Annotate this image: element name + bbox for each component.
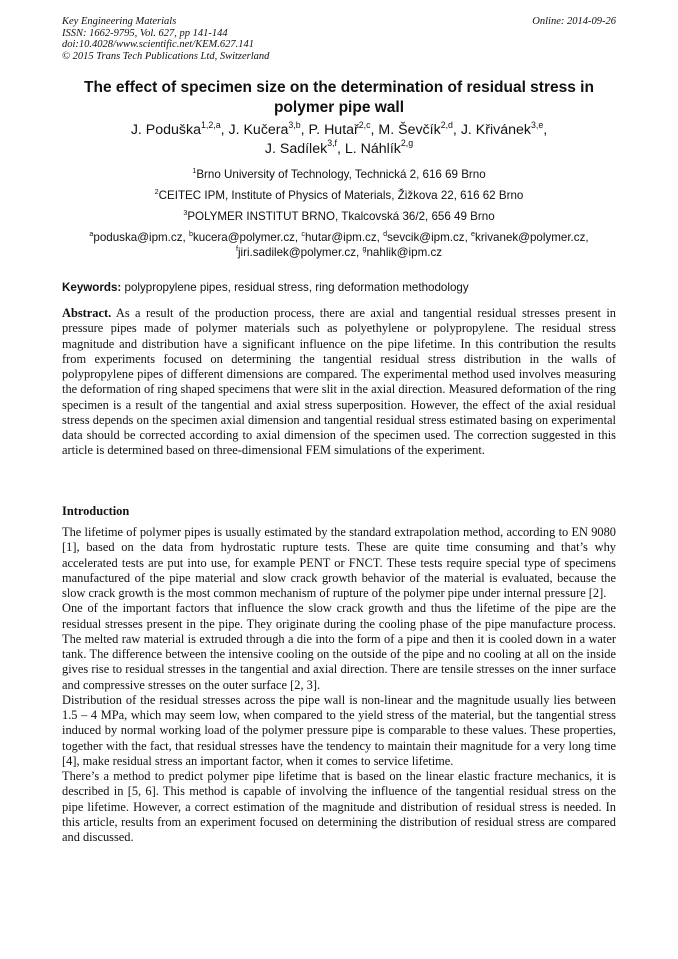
author-affiliation-mark: 3,b [288, 119, 301, 130]
affiliation-mark: 2 [154, 186, 159, 196]
online-date: Online: 2014-09-26 [532, 16, 616, 27]
author-separator: , [370, 122, 379, 138]
journal-copyright: © 2015 Trans Tech Publications Ltd, Switzerland [62, 50, 270, 62]
abstract-text: As a result of the production process, there are axial and tangential residual stresses present in pressure pipes made of polymer materials such as polyethylene or polypropylene. The residual stress magnitude and distribution have a significant influence on the pipe lifetime. In this contribution the results from experiments focused on determining the tangential residual stress distribution in the walls of polypropylene pipes of different dimensions are compared. The experimental method used involves measuring the deformation of ring shaped specimens that were slit in the axial direction. Measured deformation of the ring specimen is a result of the tangential and axial stress superposition. However, the effect of the axial residual stress depends on the specimen axial dimension and tangential residual stress estimated basing on experimental data should be corrected according to axial dimension of the specimen used. The correction suggested in this article is determined based on three-dimensional FEM simulations of the experiment. [62, 306, 616, 458]
paragraph: The lifetime of polymer pipes is usually estimated by the standard extrapolation method, according to EN 9080 [1], based on the data from hydrostatic rupture tests. These are quite time consuming and that’s why accelerated tests are put into use, for example PENT or FNCT. These tests require special type of specimens manufactured of the pipe material and slow crack growth behavior of the material is evaluated, because the slow crack growth is the most common mechanism of rupture of the polymer pipe under internal pressure [2]. [62, 525, 616, 600]
author-affiliation-mark: 1,2,a [201, 119, 221, 130]
paragraph: There’s a method to predict polymer pipe lifetime that is based on the linear elastic fracture mechanics, it is described in [5, 6]. This method is capable of involving the influence of the tangential residual stress on the pipe lifetime. However, a correct estimation of the magnitude and distribution of residual stress is needed. In this article, results from an experiment focused on determining the distribution of residual stress are compared and discussed. [62, 769, 616, 844]
author-affiliation-mark: 3,e [531, 119, 544, 130]
author-separator: , [452, 122, 461, 138]
section-heading-introduction: Introduction [62, 504, 130, 518]
affiliation-mark: 3 [183, 207, 188, 217]
email-list [62, 228, 616, 261]
paragraph: One of the important factors that influence the slow crack growth and thus the lifetime of the pipe are the residual stresses present in the pipe. They originate during the cooling phase of the pipe manufacture process. The melted raw material is extruded through a die into the form of a pipe and then it is cooled down in a water tank. The difference between the intensive cooling on the outside of the pipe and no cooling at all on the inside gives rise to residual stresses in the tangential and axial direction. There are tensile stresses on the inner surface and compressive stresses on the outer surface [2, 3]. [62, 601, 616, 692]
author-affiliation-mark: 2,g [400, 138, 414, 149]
email-address: poduska@ipm.cz, [93, 231, 189, 244]
affiliation-text: POLYMER INSTITUT BRNO, Tkalcovská 36/2, 656 49 Brno [187, 210, 495, 223]
author-separator: , [220, 122, 229, 138]
email-mark: c [301, 228, 305, 238]
keywords-text: polypropylene pipes, residual stress, ring deformation methodology [121, 281, 469, 294]
email-mark: a [89, 228, 94, 238]
email-mark: e [471, 228, 476, 238]
affiliation-text: Brno University of Technology, Technická 2, 616 69 Brno [196, 168, 486, 181]
author-name: J. Sadílek [264, 140, 328, 157]
journal-issn: ISSN: 1662-9795, Vol. 627, pp 141-144 [62, 27, 228, 39]
email-mark: b [188, 228, 193, 238]
author-name: J. Kučera [228, 122, 289, 138]
author-name: M. Ševčík [378, 122, 441, 138]
keywords [62, 281, 616, 295]
affiliation-3 [62, 207, 616, 224]
author-name: J. Poduška [130, 122, 202, 138]
affiliation-1 [62, 165, 616, 182]
author-name: L. Náhlík [344, 140, 401, 157]
journal-header [62, 16, 269, 62]
paragraph: Distribution of the residual stresses across the pipe wall is non-linear and the magnitude usually lies between 1.5 – 4 MPa, which may seem low, when compared to the yield stress of the material, but the tangential stress induced by normal working load of the polymer pressure pipe is comparable to these values. These properties, together with the fact, that residual stresses have the tendency to maintain their magnitude for a very long time [4], make residual stress an important factor, when it comes to service lifetime. [62, 692, 616, 768]
paper-title: The effect of specimen size on the determination of residual stress in polymer pipe wall [84, 79, 594, 116]
email-address: kucera@polymer.cz, [192, 231, 302, 244]
author-separator: , [336, 140, 345, 157]
email-mark: g [362, 243, 367, 253]
email-address: jiri.sadilek@polymer.cz, [237, 245, 363, 259]
journal-name: Key Engineering Materials [62, 16, 177, 27]
introduction-body [62, 525, 616, 845]
affiliation-2 [62, 186, 616, 203]
author-affiliation-mark: 2,c [358, 119, 371, 130]
email-address: nahlik@ipm.cz [366, 245, 443, 259]
author-separator: , [300, 122, 309, 138]
email-mark: f [235, 243, 238, 253]
email-address: sevcik@ipm.cz, [387, 231, 472, 244]
email-address: krivanek@polymer.cz, [475, 231, 589, 244]
author-affiliation-mark: 3,f [327, 138, 337, 149]
email-mark: d [383, 228, 388, 238]
affiliation-mark: 1 [192, 165, 197, 175]
email-address: hutar@ipm.cz, [304, 231, 384, 244]
keywords-label: Keywords: [62, 281, 122, 294]
author-separator: , [543, 122, 548, 138]
author-affiliation-mark: 2,d [440, 119, 453, 130]
author-name: J. Křivánek [460, 122, 531, 138]
author-list [62, 121, 616, 158]
abstract [62, 306, 616, 459]
journal-doi: doi:10.4028/www.scientific.net/KEM.627.141 [62, 39, 254, 51]
affiliation-text: CEITEC IPM, Institute of Physics of Materials, Žižkova 22, 616 62 Brno [158, 189, 524, 202]
author-name: P. Hutař [308, 122, 359, 138]
abstract-label: Abstract. [62, 306, 112, 320]
